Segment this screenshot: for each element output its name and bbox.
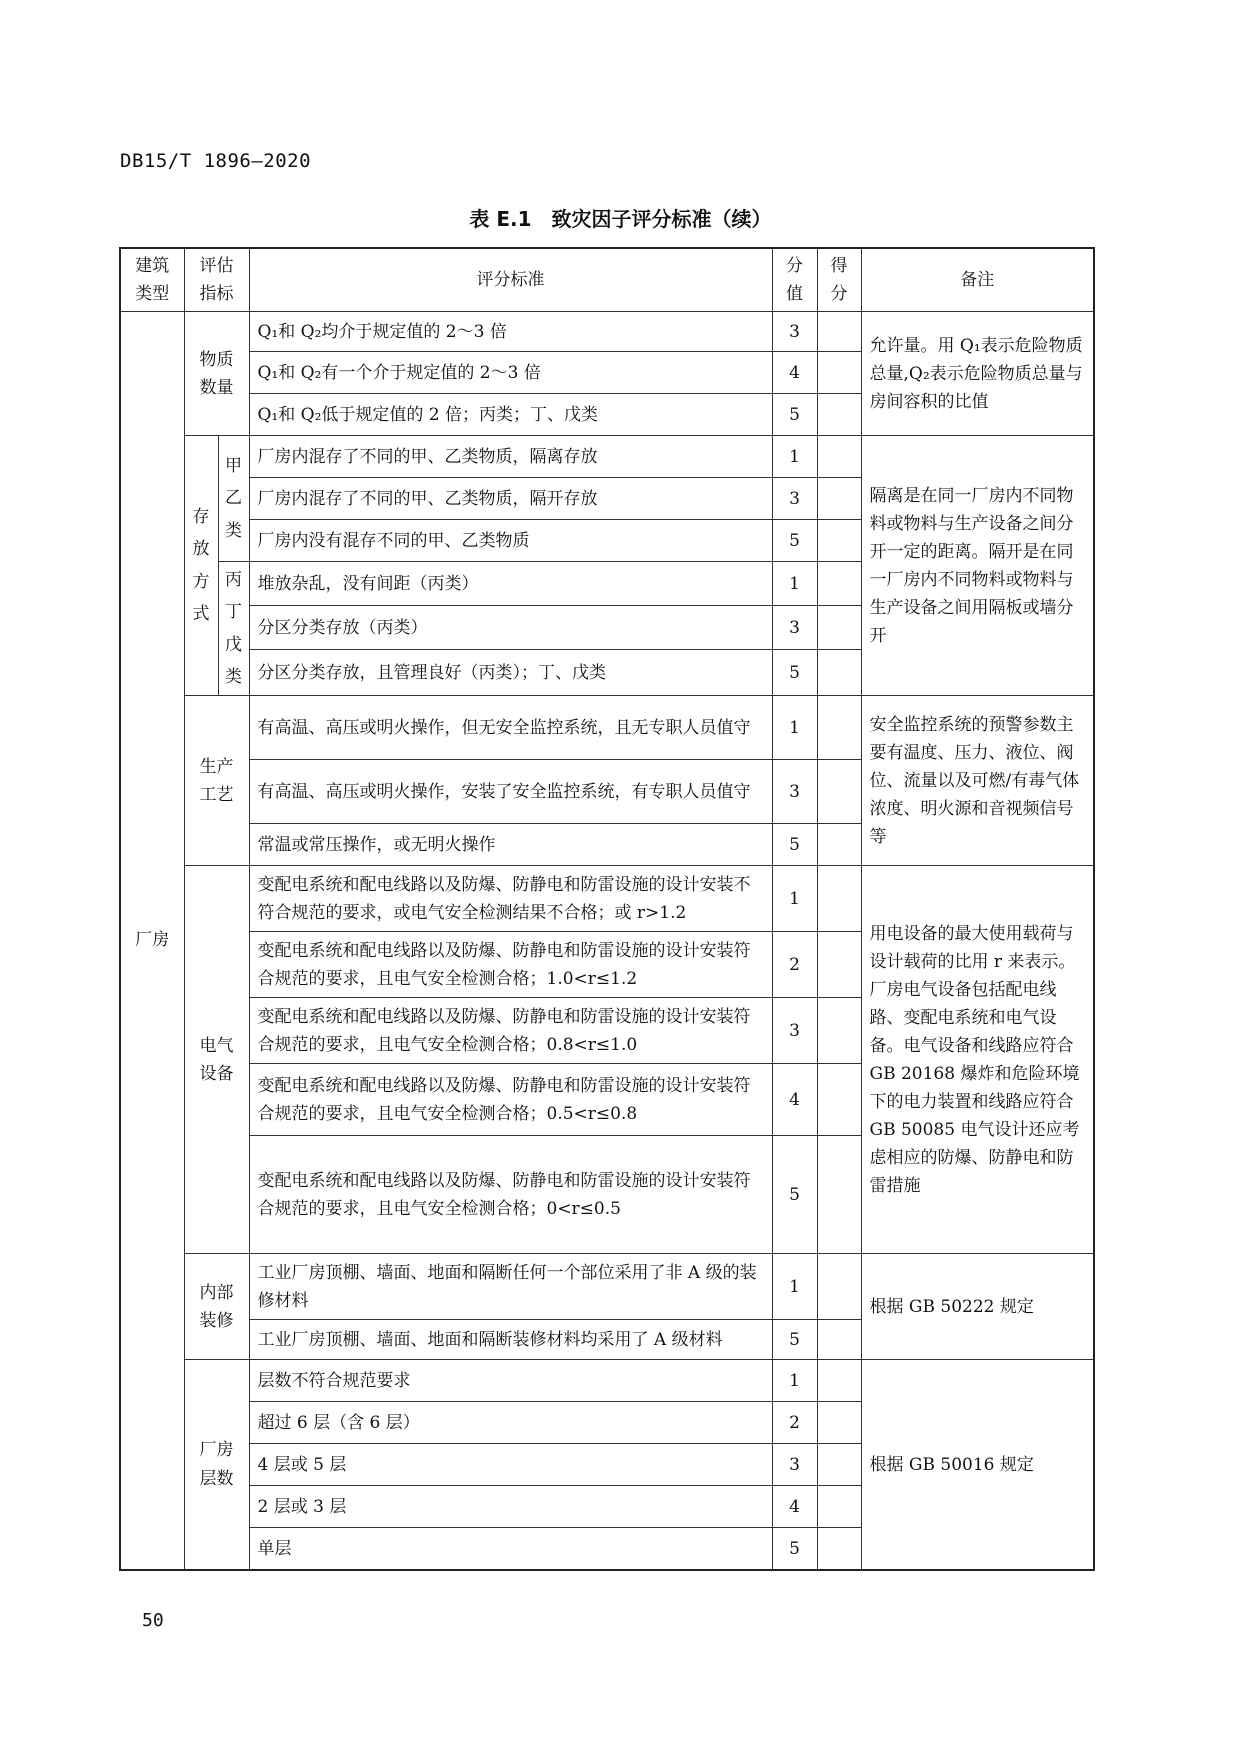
criteria-cell: Q₁和 Q₂有一个介于规定值的 2～3 倍 xyxy=(249,352,772,394)
score-input-cell[interactable] xyxy=(817,760,861,824)
criteria-cell: Q₁和 Q₂低于规定值的 2 倍；丙类；丁、戊类 xyxy=(249,394,772,436)
score-input-cell[interactable] xyxy=(817,932,861,998)
indicator-storage: 存 放 方 式 xyxy=(184,436,218,696)
page-number: 50 xyxy=(142,1610,164,1631)
storage-sub-class-b: 丙 丁 戊 类 xyxy=(218,562,249,696)
header-row xyxy=(120,248,1094,312)
remark-electrical: 用电设备的最大使用载荷与设计载荷的比用 r 来表示。厂房电气设备包括配电线路、变配电系统和电气设备。电气设备和线路应符合 GB 20168 爆炸和危险环境下的电力装置和线路应符合 GB 50085 电气设计还应考虑相应的防爆、防静电和防雷措施 xyxy=(861,866,1094,1254)
score-input-cell[interactable] xyxy=(817,1136,861,1254)
score-input-cell[interactable] xyxy=(817,562,861,606)
scoring-table xyxy=(119,247,1095,1571)
indicator-interior: 内部装修 xyxy=(184,1254,249,1360)
remark-storage: 隔离是在同一厂房内不同物料或物料与生产设备之间分开一定的距离。隔开是在同一厂房内不同物料或物料与生产设备之间用隔板或墙分开 xyxy=(861,436,1094,696)
score-input-cell[interactable] xyxy=(817,1528,861,1570)
criteria-cell: 分区分类存放，且管理良好（丙类）；丁、戊类 xyxy=(249,650,772,696)
score-value-cell: 1 xyxy=(772,562,817,606)
score-input-cell[interactable] xyxy=(817,606,861,650)
score-value-cell: 5 xyxy=(772,1528,817,1570)
score-value-cell: 1 xyxy=(772,1254,817,1320)
header-remark: 备注 xyxy=(861,248,1094,312)
criteria-cell: 超过 6 层（含 6 层） xyxy=(249,1402,772,1444)
criteria-cell: 层数不符合规范要求 xyxy=(249,1360,772,1402)
header-score-got: 得分 xyxy=(817,248,861,312)
score-input-cell[interactable] xyxy=(817,1486,861,1528)
score-value-cell: 1 xyxy=(772,1360,817,1402)
score-input-cell[interactable] xyxy=(817,394,861,436)
table-row xyxy=(120,312,1094,352)
criteria-cell: 有高温、高压或明火操作，安装了安全监控系统，有专职人员值守 xyxy=(249,760,772,824)
score-value-cell: 5 xyxy=(772,1320,817,1360)
criteria-cell: 变配电系统和配电线路以及防爆、防静电和防雷设施的设计安装符合规范的要求，且电气安全检测合格；0.8<r≤1.0 xyxy=(249,998,772,1064)
indicator-material-qty: 物质数量 xyxy=(184,312,249,436)
table-title: 表 E.1 致灾因子评分标准（续） xyxy=(469,207,772,231)
header-criteria: 评分标准 xyxy=(249,248,772,312)
criteria-cell: 变配电系统和配电线路以及防爆、防静电和防雷设施的设计安装符合规范的要求，且电气安全检测合格；0<r≤0.5 xyxy=(249,1136,772,1254)
score-value-cell: 4 xyxy=(772,1064,817,1136)
header-score-value: 分值 xyxy=(772,248,817,312)
header-indicator: 评估指标 xyxy=(184,248,249,312)
score-input-cell[interactable] xyxy=(817,1402,861,1444)
score-input-cell[interactable] xyxy=(817,352,861,394)
remark-material-qty: 允许量。用 Q₁表示危险物质总量,Q₂表示危险物质总量与房间容积的比值 xyxy=(861,312,1094,436)
table-row xyxy=(120,1360,1094,1402)
table-row xyxy=(120,866,1094,932)
score-input-cell[interactable] xyxy=(817,824,861,866)
table-row xyxy=(120,436,1094,478)
score-input-cell[interactable] xyxy=(817,1360,861,1402)
score-value-cell: 5 xyxy=(772,824,817,866)
remark-floors: 根据 GB 50016 规定 xyxy=(861,1360,1094,1570)
score-value-cell: 3 xyxy=(772,1444,817,1486)
score-input-cell[interactable] xyxy=(817,1444,861,1486)
score-value-cell: 4 xyxy=(772,352,817,394)
remark-process: 安全监控系统的预警参数主要有温度、压力、液位、阀位、流量以及可燃/有毒气体浓度、明火源和音视频信号等 xyxy=(861,696,1094,866)
score-value-cell: 3 xyxy=(772,606,817,650)
score-value-cell: 3 xyxy=(772,998,817,1064)
criteria-cell: 2 层或 3 层 xyxy=(249,1486,772,1528)
criteria-cell: 分区分类存放（丙类） xyxy=(249,606,772,650)
criteria-cell: 厂房内没有混存不同的甲、乙类物质 xyxy=(249,520,772,562)
score-value-cell: 4 xyxy=(772,1486,817,1528)
criteria-cell: 变配电系统和配电线路以及防爆、防静电和防雷设施的设计安装符合规范的要求，且电气安全检测合格；0.5<r≤0.8 xyxy=(249,1064,772,1136)
criteria-cell: 4 层或 5 层 xyxy=(249,1444,772,1486)
score-input-cell[interactable] xyxy=(817,478,861,520)
criteria-cell: 厂房内混存了不同的甲、乙类物质，隔开存放 xyxy=(249,478,772,520)
header-building-type: 建筑类型 xyxy=(120,248,184,312)
criteria-cell: Q₁和 Q₂均介于规定值的 2～3 倍 xyxy=(249,312,772,352)
criteria-cell: 单层 xyxy=(249,1528,772,1570)
score-value-cell: 5 xyxy=(772,394,817,436)
score-input-cell[interactable] xyxy=(817,436,861,478)
score-value-cell: 3 xyxy=(772,760,817,824)
score-input-cell[interactable] xyxy=(817,312,861,352)
criteria-cell: 工业厂房顶棚、墙面、地面和隔断装修材料均采用了 A 级材料 xyxy=(249,1320,772,1360)
table-row xyxy=(120,696,1094,760)
score-input-cell[interactable] xyxy=(817,1064,861,1136)
score-value-cell: 1 xyxy=(772,436,817,478)
document-code: DB15/T 1896—2020 xyxy=(120,150,312,172)
criteria-cell: 厂房内混存了不同的甲、乙类物质，隔离存放 xyxy=(249,436,772,478)
score-value-cell: 5 xyxy=(772,1136,817,1254)
score-value-cell: 2 xyxy=(772,1402,817,1444)
criteria-cell: 堆放杂乱，没有间距（丙类） xyxy=(249,562,772,606)
building-type-cell: 厂房 xyxy=(120,312,184,1570)
table-row xyxy=(120,1254,1094,1320)
indicator-process: 生产工艺 xyxy=(184,696,249,866)
score-value-cell: 3 xyxy=(772,478,817,520)
score-value-cell: 3 xyxy=(772,312,817,352)
score-input-cell[interactable] xyxy=(817,696,861,760)
score-input-cell[interactable] xyxy=(817,650,861,696)
score-value-cell: 5 xyxy=(772,650,817,696)
score-input-cell[interactable] xyxy=(817,1320,861,1360)
criteria-cell: 变配电系统和配电线路以及防爆、防静电和防雷设施的设计安装不符合规范的要求，或电气安全检测结果不合格；或 r>1.2 xyxy=(249,866,772,932)
score-value-cell: 5 xyxy=(772,520,817,562)
criteria-cell: 工业厂房顶棚、墙面、地面和隔断任何一个部位采用了非 A 级的装修材料 xyxy=(249,1254,772,1320)
criteria-cell: 常温或常压操作，或无明火操作 xyxy=(249,824,772,866)
score-input-cell[interactable] xyxy=(817,998,861,1064)
score-value-cell: 1 xyxy=(772,866,817,932)
score-input-cell[interactable] xyxy=(817,520,861,562)
criteria-cell: 变配电系统和配电线路以及防爆、防静电和防雷设施的设计安装符合规范的要求，且电气安全检测合格；1.0<r≤1.2 xyxy=(249,932,772,998)
indicator-floors: 厂房层数 xyxy=(184,1360,249,1570)
storage-sub-class-a: 甲 乙 类 xyxy=(218,436,249,562)
score-input-cell[interactable] xyxy=(817,866,861,932)
score-value-cell: 2 xyxy=(772,932,817,998)
score-value-cell: 1 xyxy=(772,696,817,760)
remark-interior: 根据 GB 50222 规定 xyxy=(861,1254,1094,1360)
criteria-cell: 有高温、高压或明火操作，但无安全监控系统，且无专职人员值守 xyxy=(249,696,772,760)
score-input-cell[interactable] xyxy=(817,1254,861,1320)
indicator-electrical: 电气设备 xyxy=(184,866,249,1254)
